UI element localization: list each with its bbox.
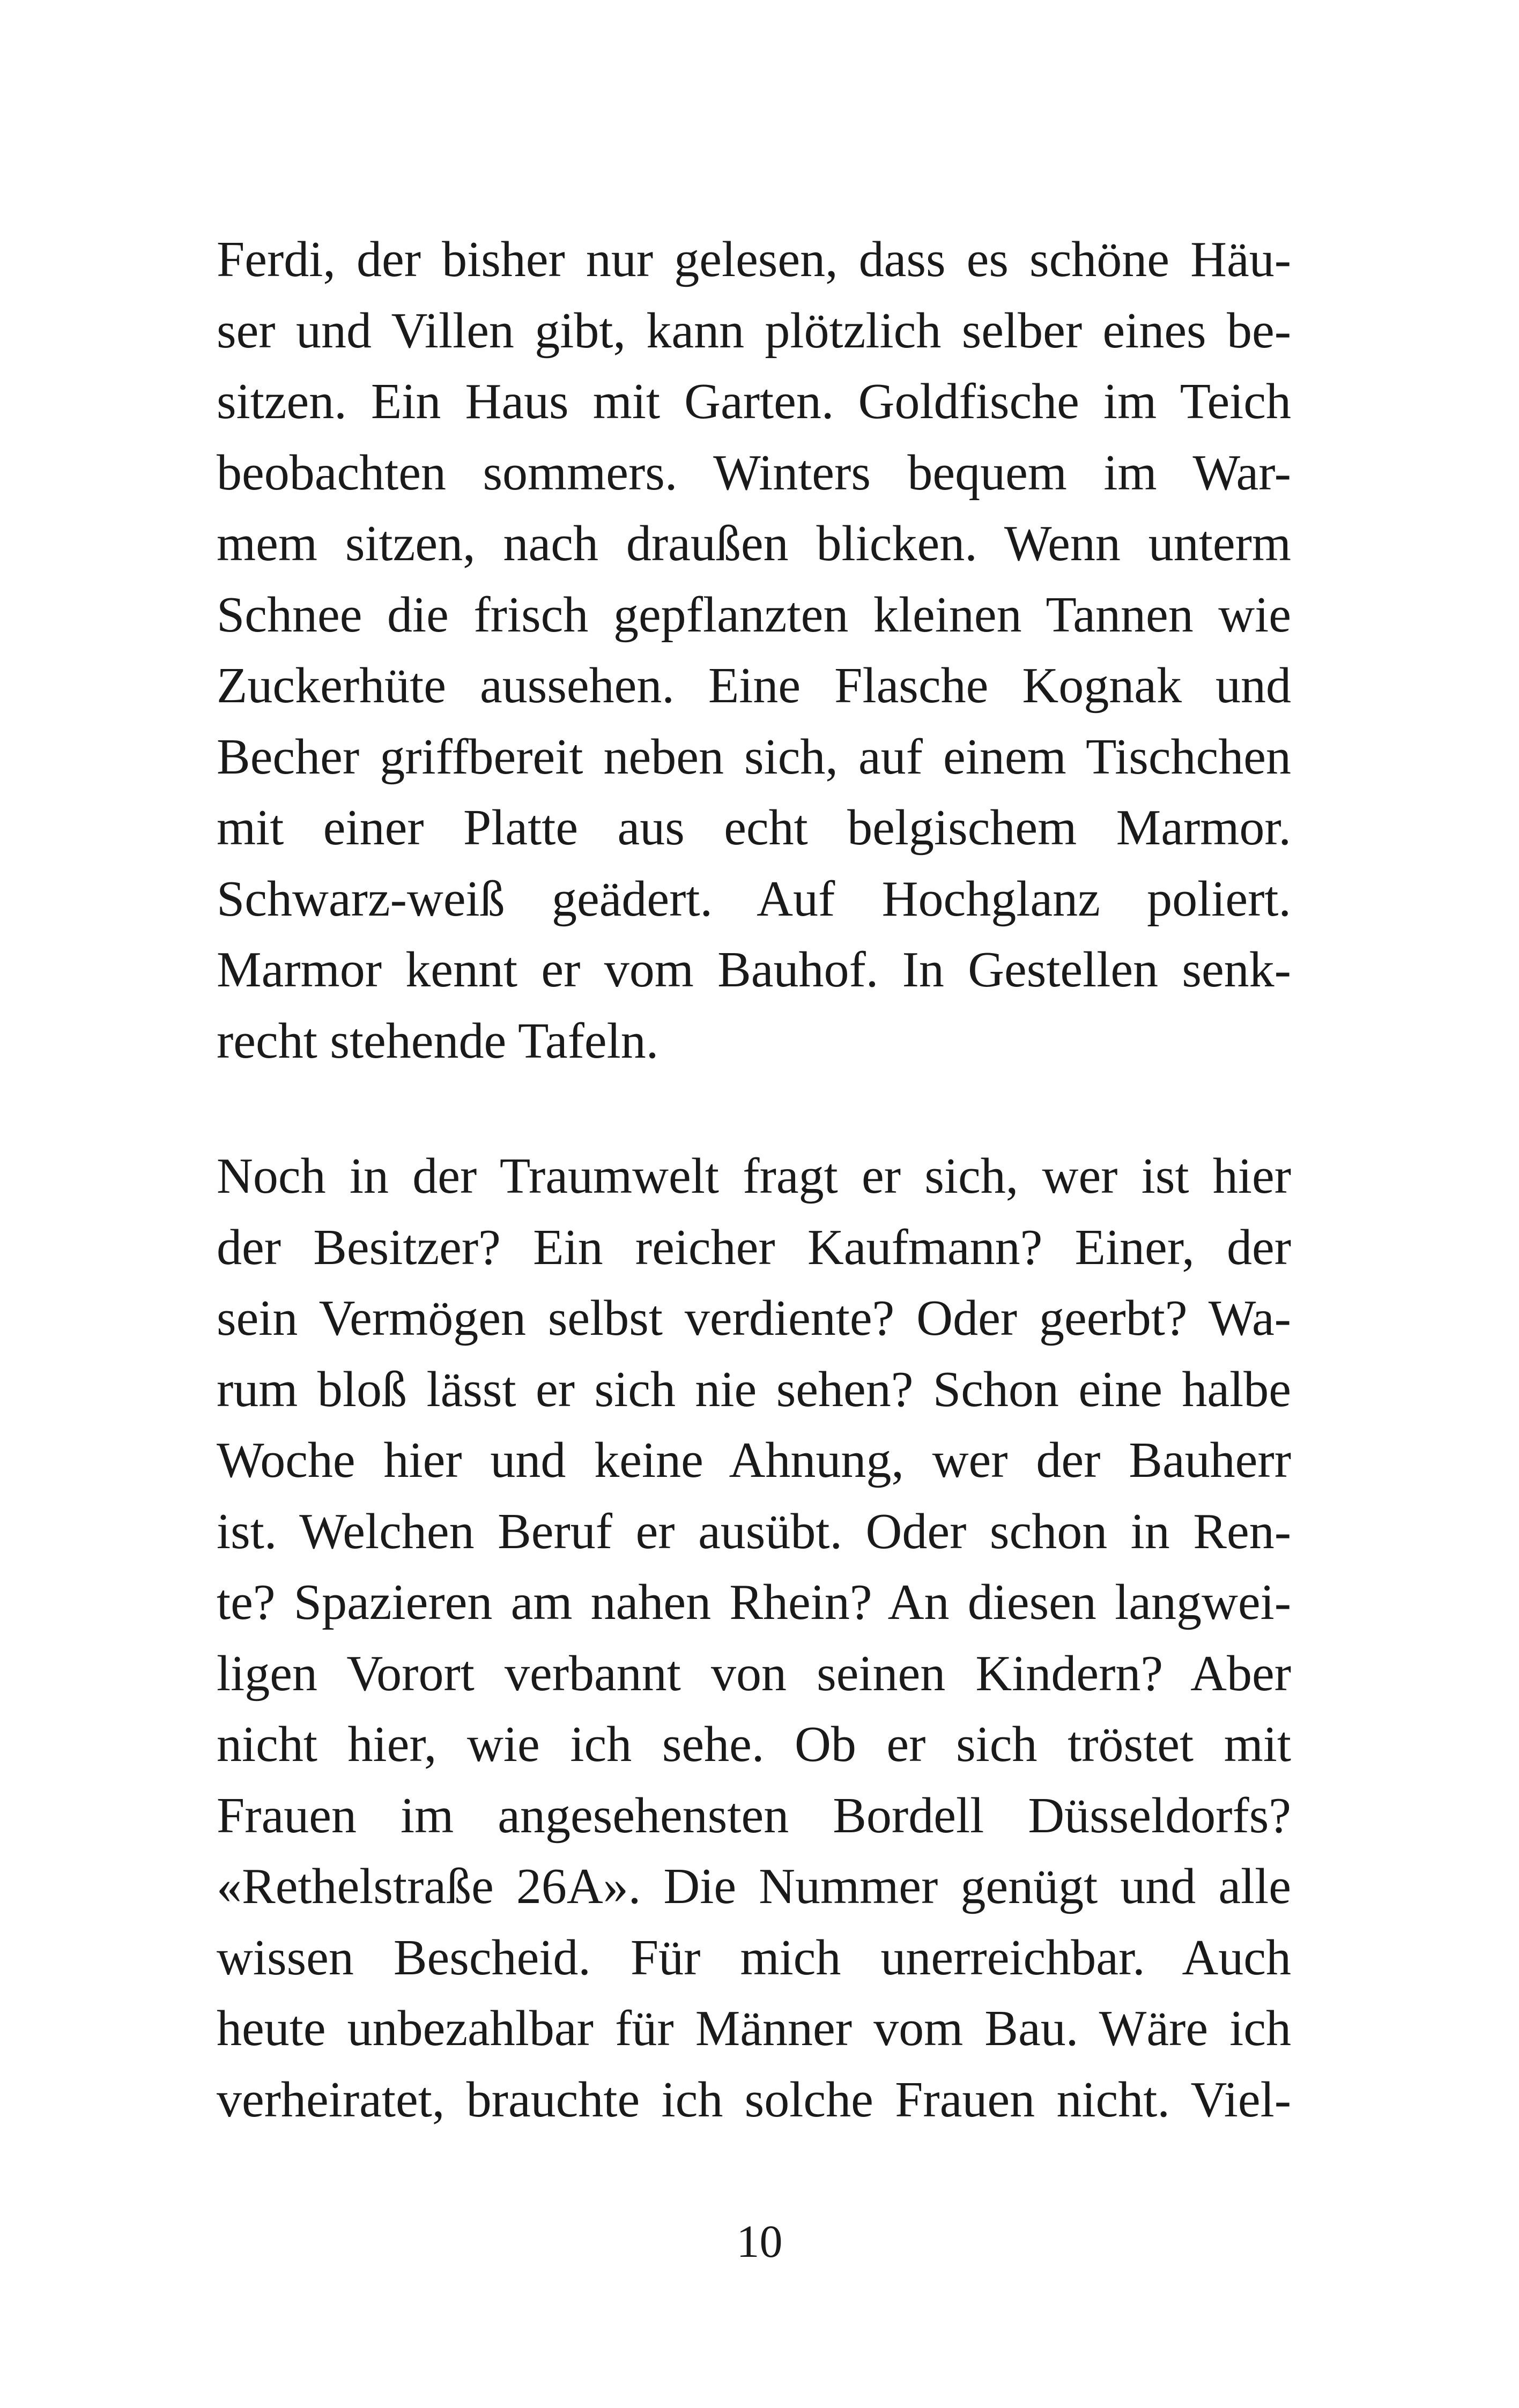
text-line: Woche hier und keine Ahnung, wer der Bauherr: [217, 1432, 1291, 1488]
text-line: der Besitzer? Ein reicher Kaufmann? Einer, der: [217, 1219, 1291, 1275]
text-line: Becher griffbereit neben sich, auf einem Tischchen: [217, 729, 1291, 785]
text-line: Ferdi, der bisher nur gelesen, dass es schöne Häu-: [217, 232, 1291, 287]
page-number: 10: [736, 2216, 783, 2267]
text-line: ser und Villen gibt, kann plötzlich selber eines be-: [217, 302, 1291, 359]
text-line: Marmor kennt er vom Bauhof. In Gestellen senk-: [217, 942, 1291, 998]
text-line: Zuckerhüte aussehen. Eine Flasche Kognak und: [217, 658, 1291, 714]
text-line: mem sitzen, nach draußen blicken. Wenn unterm: [217, 516, 1291, 571]
text-line: «Rethelstraße 26A». Die Nummer genügt und alle: [217, 1859, 1291, 1914]
paragraph-2: [217, 1141, 1291, 2135]
text-line: Noch in der Traumwelt fragt er sich, wer ist hier: [217, 1148, 1291, 1204]
text-line: Schnee die frisch gepflanzten kleinen Tannen wie: [217, 586, 1291, 643]
text-line: recht stehende Tafeln.: [217, 1013, 659, 1069]
text-line: nicht hier, wie ich sehe. Ob er sich tröstet mit: [217, 1716, 1291, 1772]
text-line: te? Spazieren am nahen Rhein? An diesen langwei-: [217, 1574, 1291, 1630]
text-line: Frauen im angesehensten Bordell Düsseldorfs?: [217, 1787, 1291, 1844]
paragraph-1: [217, 224, 1291, 1076]
text-line: sitzen. Ein Haus mit Garten. Goldfische im Teich: [217, 374, 1291, 429]
text-line: mit einer Platte aus echt belgischem Marmor.: [217, 800, 1291, 856]
text-line: beobachten sommers. Winters bequem im War-: [217, 444, 1291, 501]
text-line: rum bloß lässt er sich nie sehen? Schon eine halbe: [217, 1361, 1291, 1417]
text-line: ist. Welchen Beruf er ausübt. Oder schon in Ren-: [217, 1503, 1291, 1559]
text-line: wissen Bescheid. Für mich unerreichbar. Auch: [217, 1929, 1291, 1986]
text-line: verheiratet, brauchte ich solche Frauen nicht. Viel-: [217, 2071, 1291, 2128]
text-line: ligen Vorort verbannt von seinen Kindern? Aber: [217, 1645, 1291, 1701]
text-line: sein Vermögen selbst verdiente? Oder geerbt? Wa-: [217, 1290, 1291, 1346]
text-line: heute unbezahlbar für Männer vom Bau. Wäre ich: [217, 2001, 1291, 2056]
text-line: Schwarz-weiß geädert. Auf Hochglanz poliert.: [217, 871, 1291, 927]
